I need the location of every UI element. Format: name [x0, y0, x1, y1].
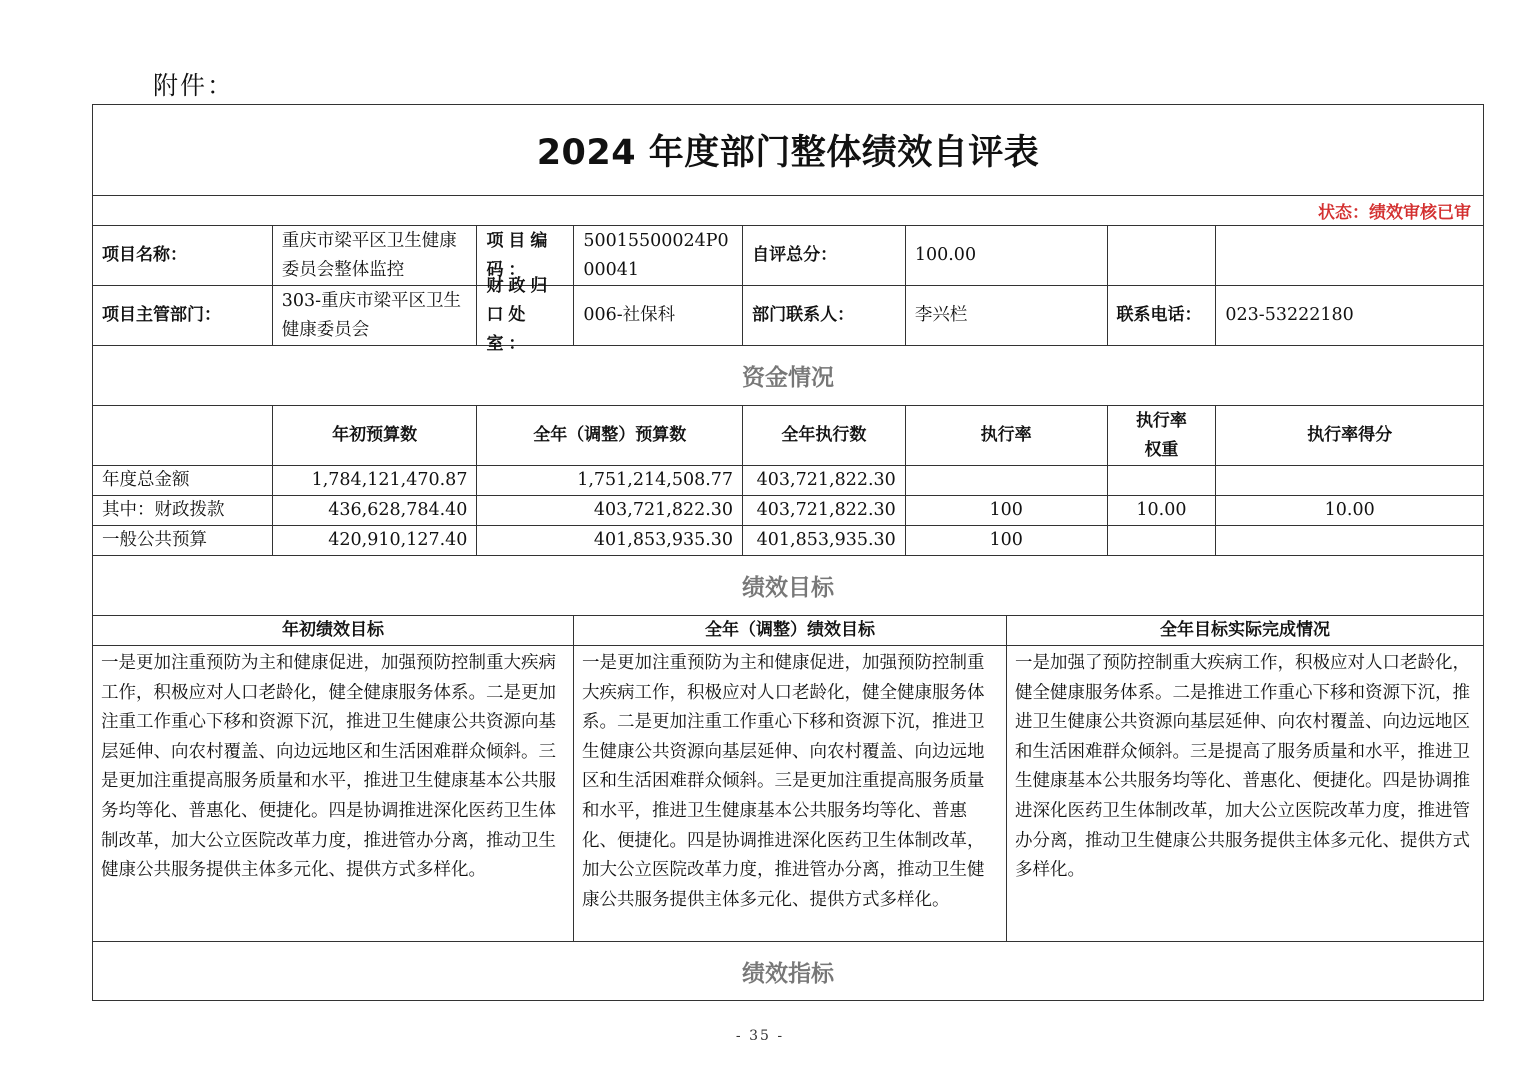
project-code-value: 50015500024P000041	[573, 226, 742, 285]
actual-completion-text: 一是加强了预防控制重大疾病工作，积极应对人口老龄化，健全健康服务体系。二是推进工作重心下移和资源下沉，推进卫生健康公共资源向基层延伸、向农村覆盖、向边远地区和生活困难群众倾斜。三是提高了服务质量和水平，推进卫生健康基本公共服务均等化、普惠化、便捷化。四是协调推进深化医药卫生体制改革，加大公立医院改革力度，推进管办分离，推动卫生健康公共服务提供主体多元化、提供方式多样化。	[1006, 646, 1483, 941]
project-code-label: 项目编码：	[476, 226, 573, 285]
project-name-value: 重庆市梁平区卫生健康委员会整体监控	[272, 226, 477, 285]
attachment-label: 附件：	[153, 71, 235, 100]
dept-label: 项目主管部门：	[102, 305, 221, 325]
page-title: 2024 年度部门整体绩效自评表	[536, 133, 1040, 173]
funds-header-cell: 全年（调整）预算数	[476, 406, 742, 465]
funds-cell: 100	[905, 526, 1107, 555]
score-value: 100.00	[905, 226, 1107, 285]
goals-header-cell: 年初绩效目标	[282, 620, 384, 640]
initial-goal-text: 一是更加注重预防为主和健康促进，加强预防控制重大疾病工作，积极应对人口老龄化，健全健康服务体系。二是更加注重工作重心下移和资源下沉，推进卫生健康公共资源向基层延伸、向农村覆盖、向边远地区和生活困难群众倾斜。三是更加注重提高服务质量和水平，推进卫生健康基本公共服务均等化、普惠化、便捷化。四是协调推进深化医药卫生体制改革，加大公立医院改革力度，推进管办分离，推动卫生健康公共服务提供主体多元化、提供方式多样化。	[101, 653, 556, 881]
indicators-section-title: 绩效指标	[742, 960, 834, 987]
funds-section-row	[93, 345, 1483, 405]
funds-cell: 10.00	[1107, 496, 1216, 525]
funds-cell: 401,853,935.30	[742, 526, 905, 555]
status-badge: 状态：绩效审核已审	[1318, 203, 1471, 223]
funds-header-cell: 年初预算数	[272, 406, 477, 465]
goals-header-row	[93, 615, 1483, 645]
page-number: - 35 -	[735, 1028, 785, 1044]
funds-cell	[1107, 526, 1216, 555]
table-row	[93, 495, 1483, 525]
funds-cell: 年度总金额	[102, 470, 190, 490]
adjusted-goal-text: 一是更加注重预防为主和健康促进，加强预防控制重大疾病工作，积极应对人口老龄化，健全健康服务体系。二是更加注重工作重心下移和资源下沉，推进卫生健康公共资源向基层延伸、向农村覆盖、向边远地区和生活困难群众倾斜。三是更加注重提高服务质量和水平，推进卫生健康基本公共服务均等化、普惠化、便捷化。四是协调推进深化医药卫生体制改革，加大公立医院改革力度，推进管办分离，推动卫生健康公共服务提供主体多元化、提供方式多样化。	[573, 646, 1006, 941]
funds-cell: 1,751,214,508.77	[476, 466, 742, 495]
funds-header-cell: 执行率权重	[1107, 406, 1216, 465]
funds-cell: 436,628,784.40	[272, 496, 477, 525]
empty-cell	[1215, 226, 1483, 285]
funds-cell: 其中：财政拨款	[102, 500, 225, 520]
goals-header-cell: 全年目标实际完成情况	[1006, 616, 1483, 645]
goals-header-cell: 全年（调整）绩效目标	[573, 616, 1006, 645]
funds-cell	[1215, 466, 1483, 495]
funds-cell: 100	[905, 496, 1107, 525]
info-row-1	[93, 225, 1483, 285]
funds-cell: 10.00	[1215, 496, 1483, 525]
info-row-2	[93, 276, 1483, 354]
funds-cell: 403,721,822.30	[476, 496, 742, 525]
funds-cell	[1215, 526, 1483, 555]
funds-cell: 403,721,822.30	[742, 466, 905, 495]
project-name-label: 项目名称：	[102, 245, 187, 265]
funds-header-cell	[93, 406, 272, 465]
funds-cell	[905, 466, 1107, 495]
funds-cell: 1,784,121,470.87	[272, 466, 477, 495]
funds-cell	[1107, 466, 1216, 495]
table-row	[93, 465, 1483, 495]
contact-label: 部门联系人：	[742, 286, 905, 345]
status-row	[93, 195, 1483, 225]
table-row	[93, 525, 1483, 555]
empty-cell	[1107, 226, 1216, 285]
goals-section-title: 绩效目标	[742, 575, 834, 601]
funds-section-title: 资金情况	[742, 365, 834, 391]
goals-section-row	[93, 555, 1483, 615]
funds-cell: 401,853,935.30	[476, 526, 742, 555]
indicators-section-row	[93, 941, 1483, 1000]
phone-value: 023-53222180	[1215, 286, 1483, 345]
funds-cell: 一般公共预算	[102, 530, 207, 550]
phone-label: 联系电话：	[1107, 286, 1216, 345]
funds-header-row	[93, 405, 1483, 465]
finance-office-label: 财政归口处室：	[476, 286, 573, 345]
finance-office-value: 006-社保科	[573, 286, 742, 345]
title-row	[93, 105, 1483, 195]
goals-content-row	[93, 645, 1483, 941]
dept-value: 303-重庆市梁平区卫生健康委员会	[272, 286, 477, 345]
score-label: 自评总分：	[742, 226, 905, 285]
funds-header-cell: 执行率	[905, 406, 1107, 465]
funds-header-cell: 全年执行数	[742, 406, 905, 465]
self-evaluation-table	[92, 104, 1484, 1001]
funds-cell: 403,721,822.30	[742, 496, 905, 525]
contact-value: 李兴栏	[905, 286, 1107, 345]
funds-cell: 420,910,127.40	[272, 526, 477, 555]
funds-header-cell: 执行率得分	[1215, 406, 1483, 465]
